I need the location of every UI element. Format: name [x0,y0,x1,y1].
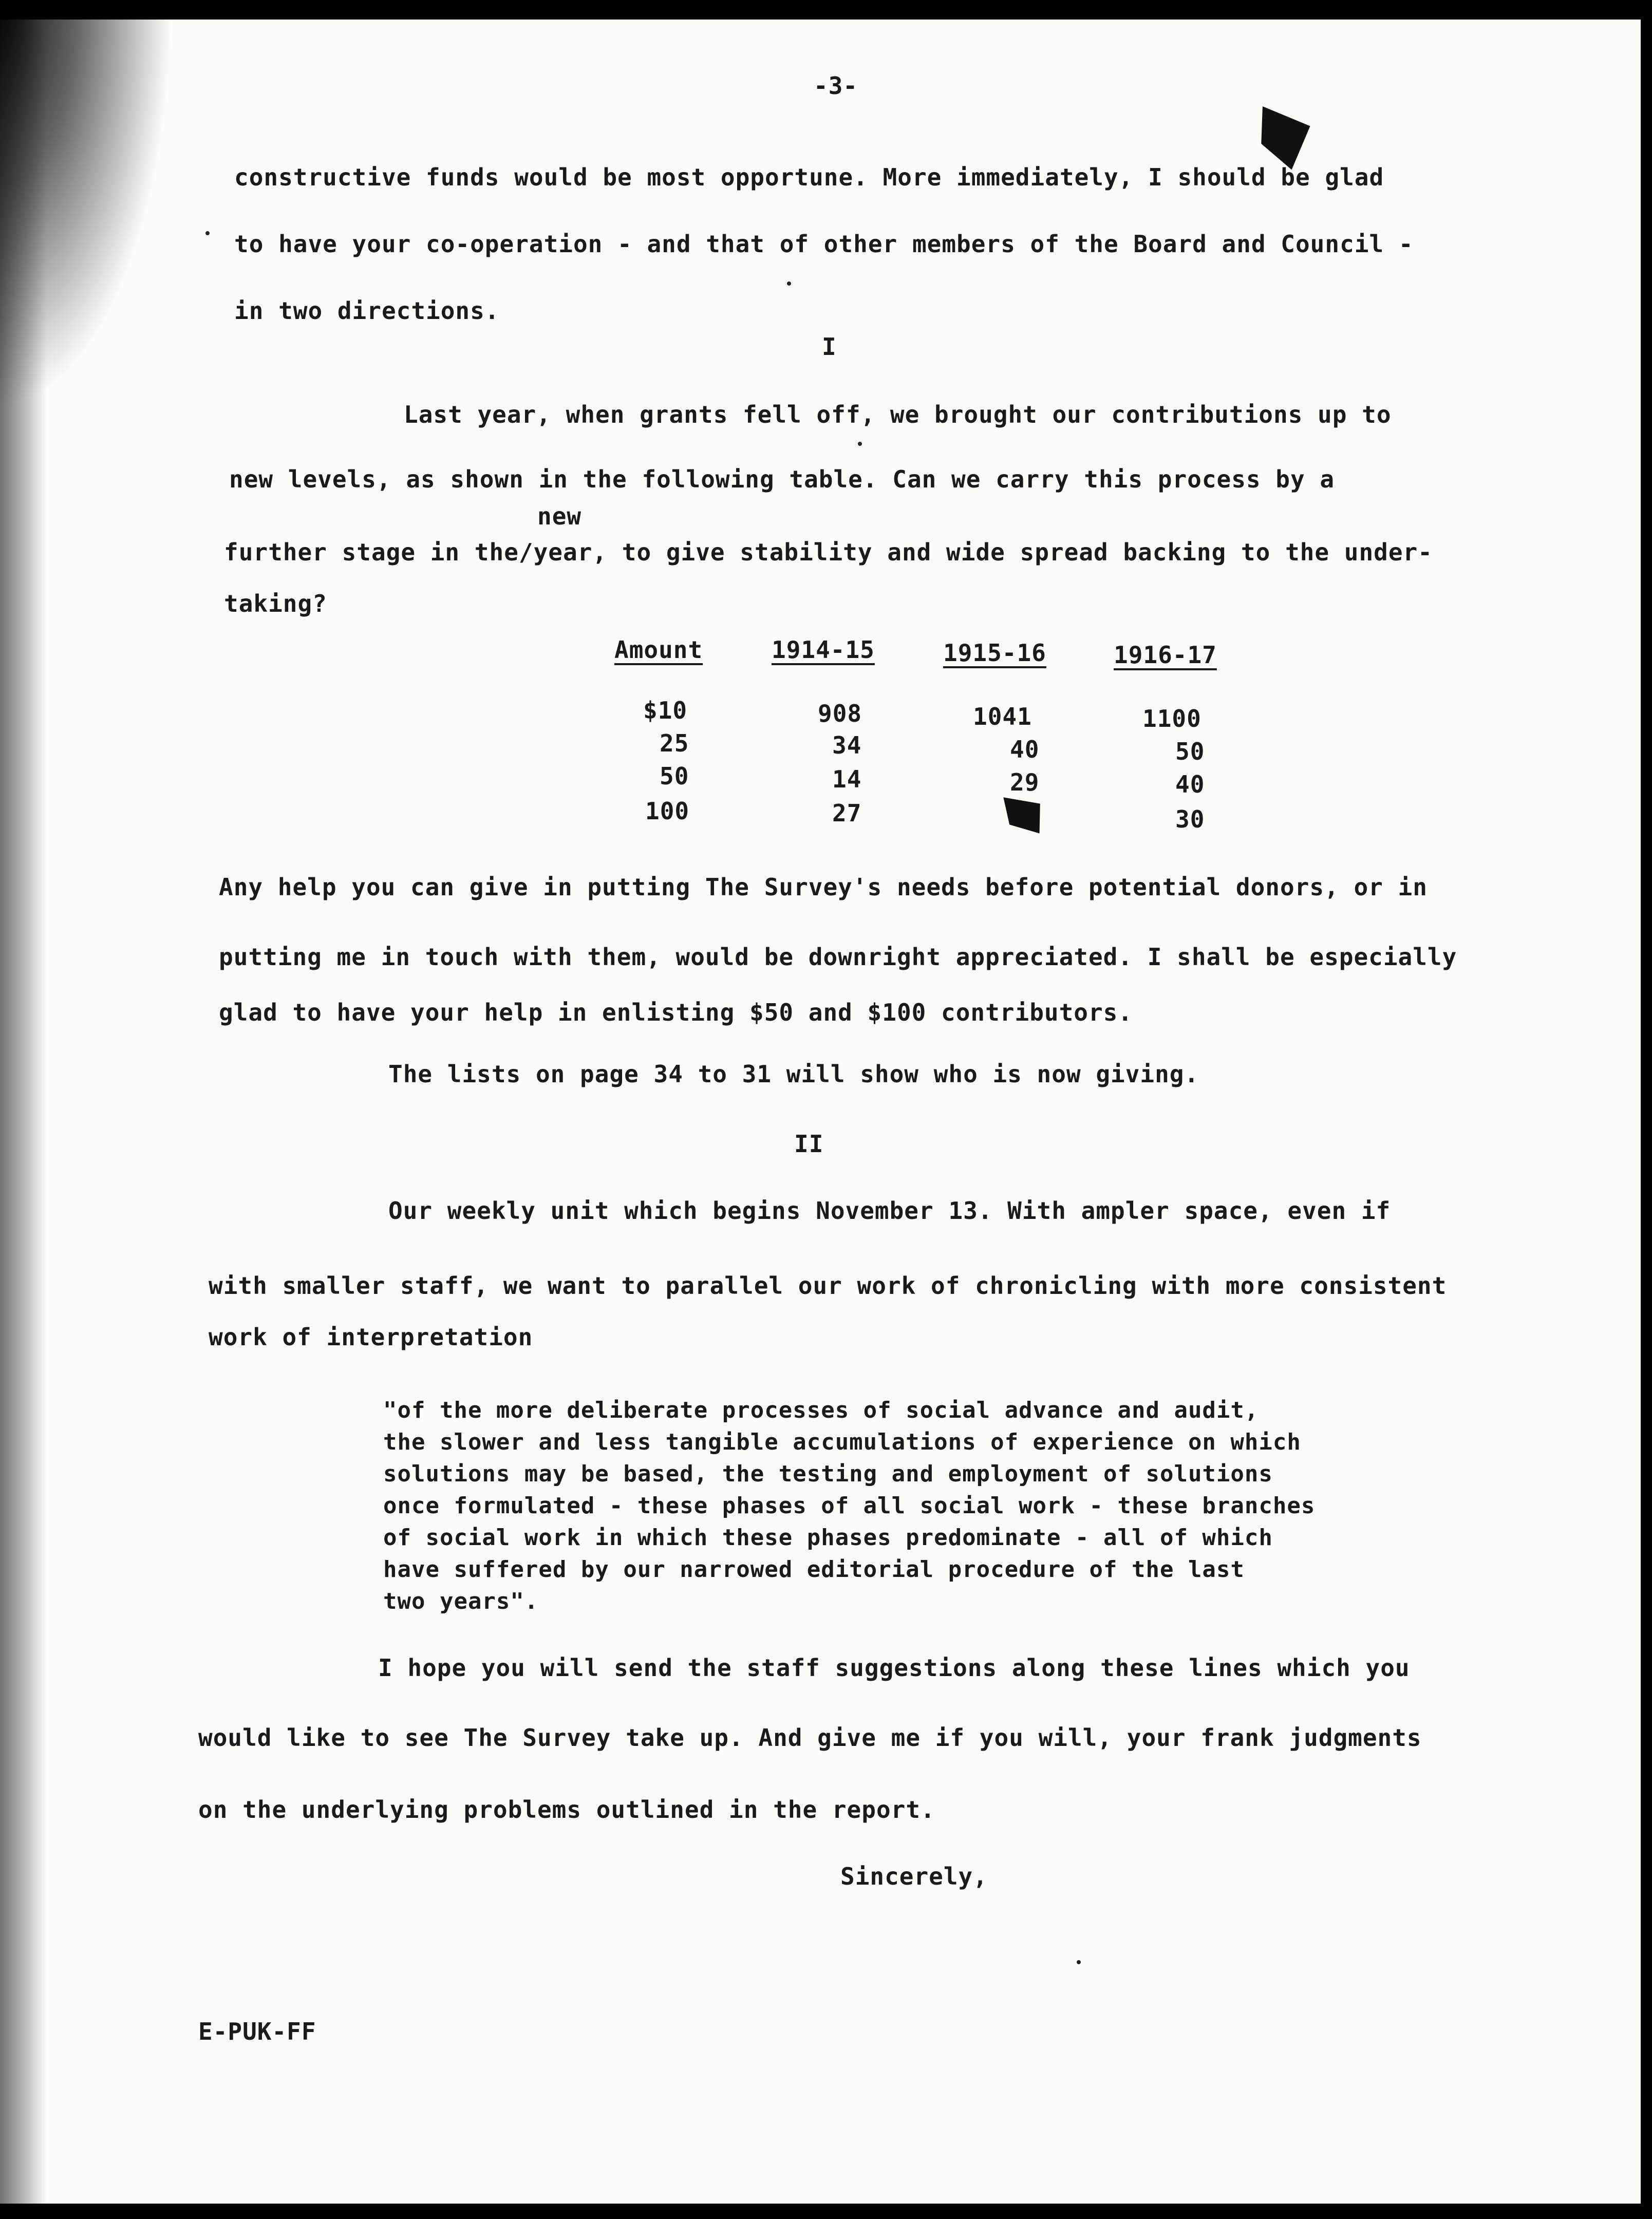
text-line: Last year, when grants fell off, we brought our contributions up to [404,401,1392,428]
table-header: Amount [614,636,703,664]
text-line: putting me in touch with them, would be downright appreciated. I shall be especially [219,943,1457,971]
text-line: would like to see The Survey take up. And give me if you will, your frank judgments [198,1724,1422,1752]
handwritten-insertion: new [537,502,582,530]
ink-blot [1247,106,1311,171]
speck [205,231,210,235]
text-line: Our weekly unit which begins November 13. With ampler space, even if [388,1197,1391,1225]
text-line: I hope you will send the staff suggestions along these lines which you [378,1654,1410,1682]
text-line: glad to have your help in enlisting $50 and $100 contributors. [219,999,1133,1026]
quote-line: two years". [383,1588,539,1614]
table-cell: 40 [1010,736,1040,763]
scan-right-edge [1641,0,1652,2219]
text-line: taking? [224,590,327,617]
text-line: new levels, as shown in the following table. Can we carry this process by a [229,465,1335,493]
text-line: The lists on page 34 to 31 will show who is now giving. [388,1060,1199,1088]
table-cell: 100 [645,797,690,825]
text-line: further stage in the/year, to give stability and wide spread backing to the under- [224,538,1433,566]
speck [787,281,791,286]
table-cell: 1041 [973,703,1032,730]
table-header: 1916-17 [1114,641,1217,669]
quote-line: "of the more deliberate processes of social advance and audit, [383,1397,1259,1423]
text-line: Any help you can give in putting The Survey's needs before potential donors, or in [219,873,1428,901]
scan-corner-shadow [0,0,195,462]
quote-line: solutions may be based, the testing and employment of solutions [383,1461,1273,1487]
text-line: to have your co-operation - and that of other members of the Board and Council - [234,230,1414,258]
scan-bottom-edge [0,2204,1652,2219]
table-cell: 34 [832,731,862,759]
quote-line: the slower and less tangible accumulations of experience on which [383,1429,1301,1455]
table-cell: 30 [1175,805,1205,833]
text-line: with smaller staff, we want to parallel our work of chronicling with more consistent [209,1272,1447,1300]
speck [1077,1960,1081,1964]
table-cell: 14 [832,765,862,793]
section-heading: II [794,1130,824,1158]
scan-top-edge [0,0,1652,20]
table-cell: 50 [660,762,689,790]
table-cell: 27 [832,799,862,827]
quote-line: have suffered by our narrowed editorial procedure of the last [383,1556,1245,1583]
text-line: in two directions. [234,297,500,325]
quote-line: once formulated - these phases of all social work - these branches [383,1493,1316,1519]
table-cell: 40 [1175,770,1205,798]
table-header: 1915-16 [943,639,1046,667]
table-cell: 29 [1010,768,1040,796]
text-line: constructive funds would be most opportune. More immediately, I should be glad [234,163,1384,191]
text-line: on the underlying problems outlined in the report. [198,1796,935,1823]
speck [858,442,862,446]
reference-code: E-PUK-FF [198,2018,316,2045]
text-line: work of interpretation [209,1323,533,1351]
table-cell: 908 [818,700,862,727]
closing: Sincerely, [840,1863,988,1890]
page-number: -3- [814,72,858,100]
section-heading: I [822,333,837,361]
table-cell: 50 [1175,738,1205,765]
table-cell: 1100 [1142,705,1202,732]
quote-line: of social work in which these phases predominate - all of which [383,1525,1273,1551]
table-header: 1914-15 [772,636,875,664]
table-cell: 25 [660,729,689,757]
table-cell: $10 [643,697,688,724]
